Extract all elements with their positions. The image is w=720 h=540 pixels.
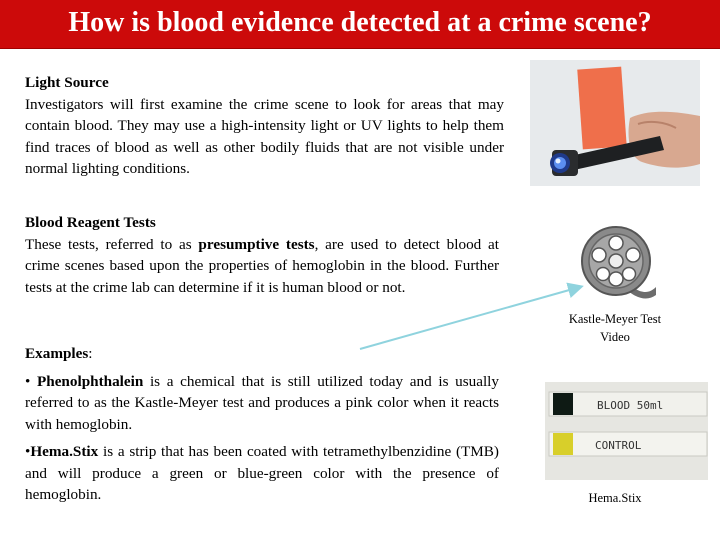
strip-label-bottom: CONTROL	[595, 439, 642, 452]
hemastix-term: Hema.Stix	[30, 443, 99, 460]
light-source-text: Investigators will first examine the crime scene to look for areas that may contain blood. They may use a high-intensity light or UV lights to help them find traces of blood as well as other bodily fluids that are not visible under normal lighting conditions.	[25, 95, 504, 177]
video-caption-line1: Kastle-Meyer Test	[568, 312, 662, 326]
example-hemastix: •Hema.Stix is a strip that has been coated with tetramethylbenzidine (TMB) and will produce a green or blue-green color with the presence of hemoglobin.	[25, 443, 499, 503]
reagent-heading: Blood Reagent Tests	[25, 214, 156, 231]
phenolphthalein-term: Phenolphthalein	[36, 372, 144, 390]
reagent-text: These tests, referred to as presumptive tests, are used to detect blood at crime scenes based upon the properties of hemoglobin in the blood. Further tests at the crime lab can determine if it is human blood or not.	[25, 235, 499, 296]
examples-heading: Examples	[25, 345, 89, 362]
light-source-heading: Light Source	[25, 74, 109, 91]
page-title: How is blood evidence detected at a crime scene?	[68, 7, 652, 38]
examples-heading-line: Examples:	[25, 345, 93, 362]
example-phenolphthalein: • Phenolphthalein is a chemical that is still utilized today and is usually referred to as the Kastle-Meyer test and produces a pink color when it reacts with hemoglobin.	[25, 372, 499, 433]
presumptive-tests-term: presumptive tests	[198, 235, 315, 253]
video-caption-line2: Video	[600, 330, 630, 344]
strip-label-top: BLOOD 50ml	[597, 399, 664, 412]
pointer-arrow	[360, 287, 580, 349]
hemastix-caption: Hema.Stix	[588, 491, 642, 505]
